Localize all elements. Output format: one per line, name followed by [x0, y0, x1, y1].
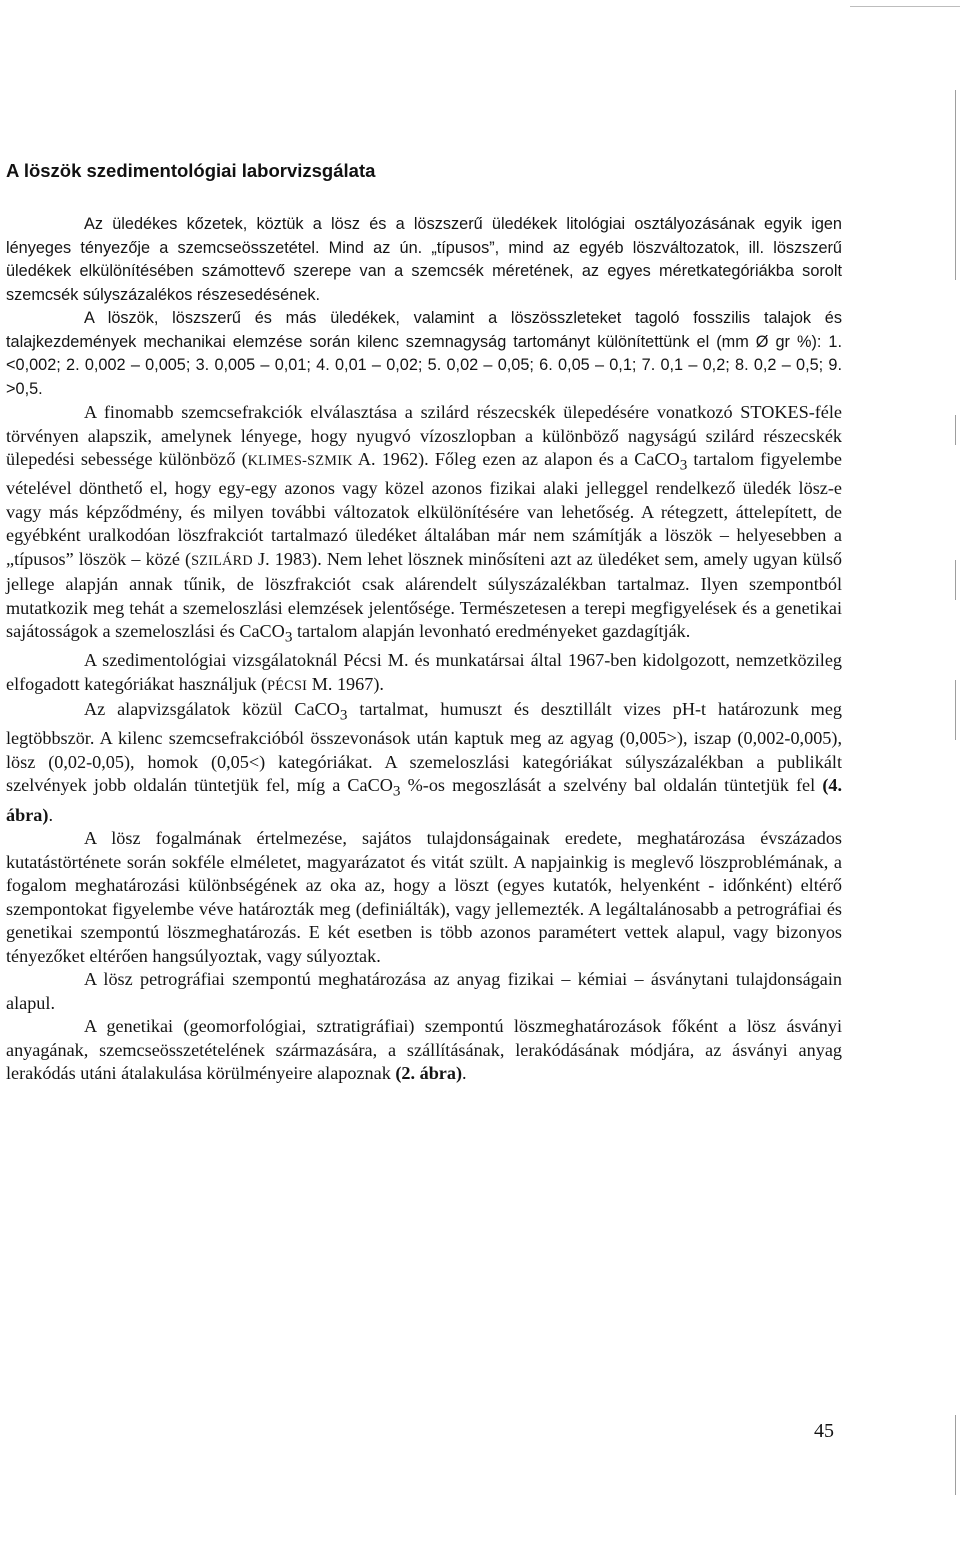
paragraph-stokes: A finomabb szemcsefrakciók elválasztása a szilárd részecskék ülepedésére vonatkozó STOKES-féle törvényen alapszik, amelynek lényege, hogy nyugvó vízoszlopban a különböző nagyságú szilárd részecskék ülepedési sebessége különböző (KLIMES-SZMIK A. 1962). Főleg ezen az alapon és a CaCO$_3$ tartalom figyelembe vételével dönthető el, hogy egy-egy azonos vagy közel azonos fizikai alaki jelleggel rendelkező üledék lösz-e vagy más képződmény, és milyen további változatok elkülönítésére van lehetőség. A rétegzett, áttelepített, de egyébként uralkodóan löszfrakciót tartalmazó üledéket általában már nem számítják a löszök – helyesebben a „típusos” löszök – közé (SZILÁRD J. 1983). Nem lehet lösznek minősíteni azt az üledéket sem, amely ugyan külső jellege alapján annak tűnik, de löszfrakciót csak alárendelt súlyszázalékban tartalmaz. Ilyen szempontból mutatkozik meg tehát a szemeloszlási elemzések jelentősége. Természetesen a terepi megfigyelések és a genetikai sajátosságok a szemeloszlási és CaCO$_3$ tartalom alapján levonható eredményeket gazdagítják.: [6, 402, 842, 646]
margin-scan-line: [955, 560, 956, 600]
body-text: [6, 213, 842, 1086]
paragraph-petrographic: A lösz petrográfiai szempontú meghatározása az anyag fizikai – kémiai – ásványtani tulajdonságain alapul.: [6, 969, 842, 1013]
paragraph-intro: Az üledékes kőzetek, köztük a lösz és a löszszerű üledékek litológiai osztályozásának egyik igen lényeges tényezője a szemcseösszetétel. Mind az ún. „típusos”, mind az egyéb löszváltozatok, ill. löszszerű üledékek elkülönítésében számottevő szerepe van a szemcsék méretének, az egyes méretkategóriákba sorolt szemcsék súlyszázalékos részesedésének.: [6, 215, 842, 304]
margin-scan-line: [955, 90, 956, 280]
figure-reference: (4. ábra): [6, 775, 843, 825]
paragraph-grain-ranges: A löszök, löszszerű és más üledékek, valamint a löszösszleteket tagoló fosszilis talajok és talajkezdemények mechanikai elemzése során kilenc szemnagyság tartományt különítettünk el (mm Ø gr %): 1. <0,002; 2. 0,002 – 0,005; 3. 0,005 – 0,01; 4. 0,01 – 0,02; 5. 0,02 – 0,05; 6. 0,05 – 0,1; 7. 0,1 – 0,2; 8. 0,2 – 0,5; 9. >0,5.: [6, 309, 842, 398]
citation-pecsi: PÉCSI: [267, 677, 308, 694]
top-scan-rule: [850, 6, 960, 7]
section-title: A löszök szedimentológiai laborvizsgálata: [6, 160, 376, 181]
citation-klimes-szmik: KLIMES-SZMIK: [247, 453, 353, 469]
margin-scan-line: [955, 680, 956, 740]
margin-scan-line: [955, 1415, 956, 1495]
citation-szilard: SZILÁRD: [191, 552, 253, 569]
paragraph-loess-concept: A lösz fogalmának értelmezése, sajátos tulajdonságainak eredete, meghatározása évszázados kutatástörténete során sokféle elméletet, magyarázatot és vitát szült. A napjainkig is meglevő löszproblémának, a fogalom meghatározási különbségének az oka az, hogy a löszt (egyes kutatók, helyenként - időnként) eltérő szempontokat figyelembe véve határozták meg (definiálták), vagy jellemezték. A legáltalánosabb a petrográfiai és genetikai szempontú löszmeghatározás. E két esetben is több azonos paramétert vettek alapul, vagy bizonyos tényezőket eltérően hangsúlyoztak, vagy súlyoztak.: [6, 828, 842, 966]
paragraph-base-tests: Az alapvizsgálatok közül CaCO$_3$ tartalmat, humuszt és desztillált vizes pH-t határozunk meg legtöbbször. A kilenc szemcsefrakcióból összevonások után kaptuk meg az agyag (0,005>), iszap (0,002-0,005), lösz (0,02-0,05), homok (0,05<) kategóriákat. A szemeloszlási kategóriákat súlyszázalékban a publikált szelvények jobb oldalán tüntetjük fel, míg a CaCO$_3$ %-os megoszlását a szelvény bal oldalán tüntetjük fel (4. ábra).: [6, 699, 843, 825]
margin-scan-line: [955, 415, 956, 445]
page-number: 45: [814, 1420, 834, 1442]
figure-reference: (2. ábra): [395, 1063, 463, 1084]
paragraph-categories: A szedimentológiai vizsgálatoknál Pécsi M. és munkatársai által 1967-ben kidolgozott, nemzetközileg elfogadott kategóriákat használjuk (PÉCSI M. 1967).: [6, 650, 842, 694]
paragraph-genetic: A genetikai (geomorfológiai, sztratigráfiai) szempontú löszmeghatározások főként a lösz ásványi anyagának, szemcseösszetételének származására, a szállításának, lerakódásának módjára, az ásványi anyag lerakódás utáni átalakulása körülményeire alapoznak (2. ábra).: [6, 1016, 842, 1084]
